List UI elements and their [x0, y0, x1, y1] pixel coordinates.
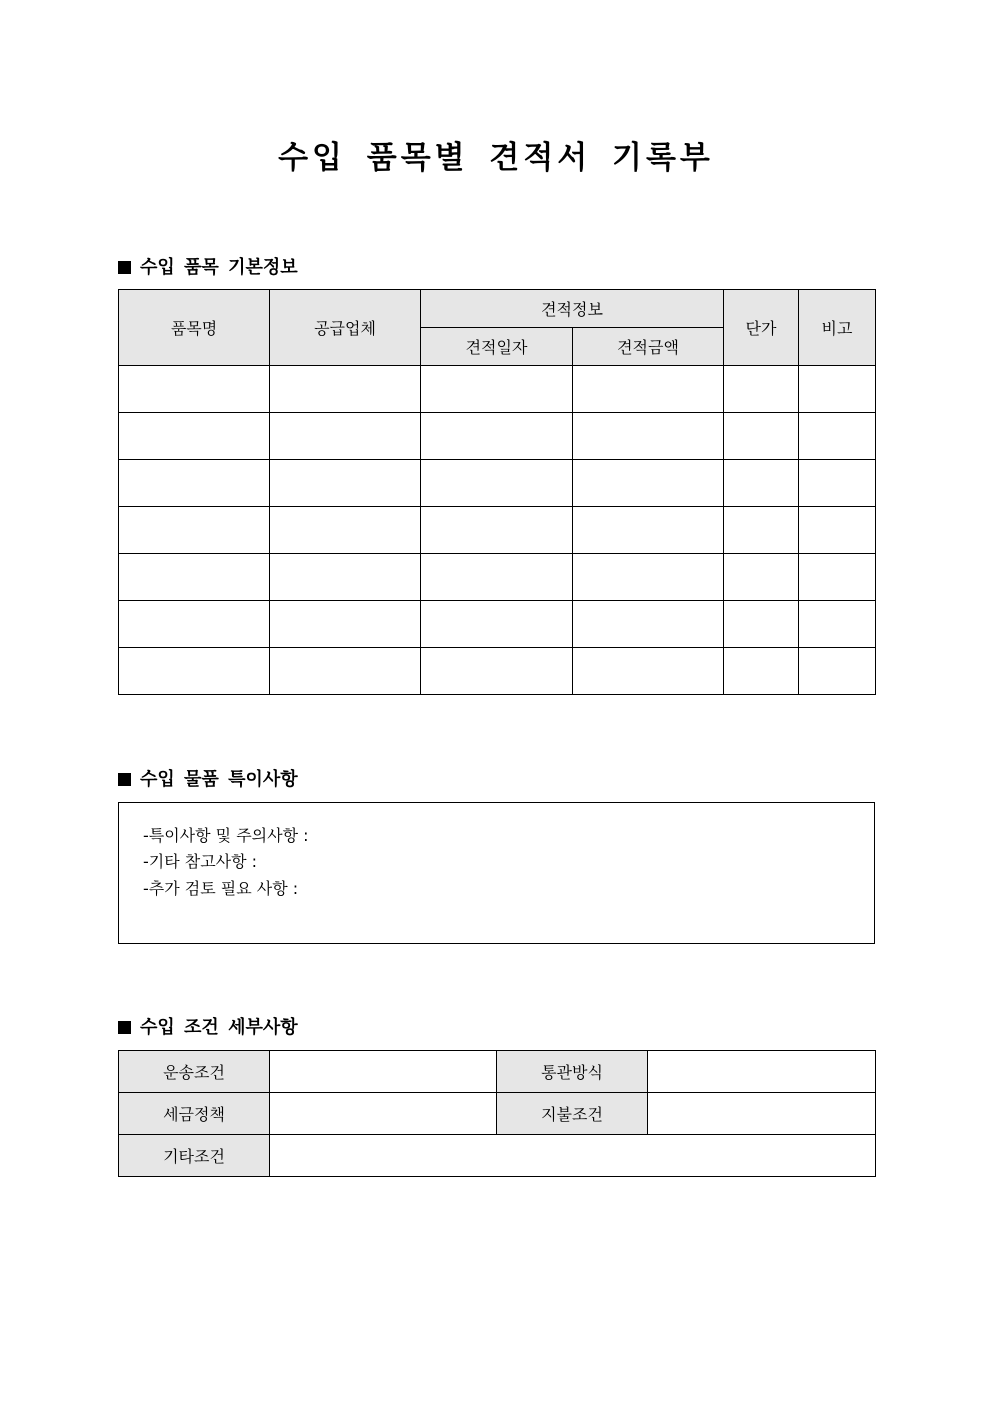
table-cell[interactable]	[799, 460, 876, 507]
table-cell[interactable]	[421, 648, 573, 695]
square-bullet-icon	[118, 261, 131, 274]
table-row	[119, 601, 876, 648]
table-cell[interactable]	[119, 507, 270, 554]
section-heading-import-conditions	[118, 1013, 298, 1039]
table-cell[interactable]	[724, 366, 799, 413]
table-row	[119, 460, 876, 507]
table-cell[interactable]	[573, 648, 724, 695]
label-customs-method: 통관방식	[497, 1051, 648, 1093]
table-cell[interactable]	[573, 460, 724, 507]
page-title: 수입 품목별 견적서 기록부	[278, 140, 714, 176]
table-cell[interactable]	[119, 648, 270, 695]
table-cell[interactable]	[421, 366, 573, 413]
label-tax-policy: 세금정책	[119, 1093, 270, 1135]
table-cell[interactable]	[799, 413, 876, 460]
table-cell[interactable]	[421, 554, 573, 601]
table-cell[interactable]	[421, 507, 573, 554]
table-cell[interactable]	[119, 554, 270, 601]
item-info-table	[118, 289, 876, 695]
tax-policy-field[interactable]	[270, 1093, 497, 1135]
shipping-terms-field[interactable]	[270, 1051, 497, 1093]
table-cell[interactable]	[270, 507, 421, 554]
table-cell[interactable]	[270, 554, 421, 601]
table-row	[119, 1051, 876, 1093]
table-cell[interactable]	[270, 648, 421, 695]
table-cell[interactable]	[799, 554, 876, 601]
table-row	[119, 1135, 876, 1177]
table-cell[interactable]	[119, 366, 270, 413]
section-heading-text: 수입 품목 기본정보	[140, 257, 298, 278]
table-cell[interactable]	[270, 460, 421, 507]
table-row	[119, 648, 876, 695]
table-cell[interactable]	[573, 507, 724, 554]
table-cell[interactable]	[573, 413, 724, 460]
square-bullet-icon	[118, 773, 131, 786]
customs-method-field[interactable]	[648, 1051, 876, 1093]
table-cell[interactable]	[119, 601, 270, 648]
table-cell[interactable]	[799, 366, 876, 413]
table-cell[interactable]	[270, 366, 421, 413]
table-row	[119, 1093, 876, 1135]
payment-terms-field[interactable]	[648, 1093, 876, 1135]
other-terms-field[interactable]	[270, 1135, 876, 1177]
header-unit-price: 단가	[724, 290, 799, 366]
section-heading-item-info	[118, 253, 298, 279]
header-quote-info: 견적정보	[421, 290, 724, 328]
header-quote-amount: 견적금액	[573, 328, 724, 366]
section-heading-special-notes	[118, 765, 298, 791]
import-conditions-table	[118, 1050, 876, 1177]
label-shipping-terms: 운송조건	[119, 1051, 270, 1093]
section-heading-text: 수입 조건 세부사항	[140, 1017, 298, 1038]
table-cell[interactable]	[573, 601, 724, 648]
table-cell[interactable]	[421, 460, 573, 507]
square-bullet-icon	[118, 1021, 131, 1034]
special-notes-box[interactable]	[118, 802, 875, 944]
header-item-name: 품목명	[119, 290, 270, 366]
table-cell[interactable]	[119, 460, 270, 507]
note-line-other-references: -기타 참고사항 :	[143, 852, 258, 871]
note-line-additional-review: -추가 검토 필요 사항 :	[143, 879, 299, 898]
table-cell[interactable]	[421, 601, 573, 648]
label-other-terms: 기타조건	[119, 1135, 270, 1177]
table-cell[interactable]	[724, 460, 799, 507]
section-heading-text: 수입 물품 특이사항	[140, 769, 298, 790]
table-cell[interactable]	[724, 554, 799, 601]
table-cell[interactable]	[724, 648, 799, 695]
table-cell[interactable]	[799, 601, 876, 648]
table-cell[interactable]	[799, 507, 876, 554]
table-cell[interactable]	[119, 413, 270, 460]
label-payment-terms: 지불조건	[497, 1093, 648, 1135]
note-line-precautions: -특이사항 및 주의사항 :	[143, 826, 309, 845]
table-cell[interactable]	[421, 413, 573, 460]
table-cell[interactable]	[270, 413, 421, 460]
table-cell[interactable]	[724, 507, 799, 554]
table-row	[119, 554, 876, 601]
header-quote-date: 견적일자	[421, 328, 573, 366]
table-row	[119, 366, 876, 413]
table-cell[interactable]	[724, 413, 799, 460]
header-supplier: 공급업체	[270, 290, 421, 366]
table-cell[interactable]	[724, 601, 799, 648]
table-cell[interactable]	[573, 554, 724, 601]
table-row	[119, 413, 876, 460]
header-remarks: 비고	[799, 290, 876, 366]
table-cell[interactable]	[573, 366, 724, 413]
table-row	[119, 507, 876, 554]
table-cell[interactable]	[799, 648, 876, 695]
table-cell[interactable]	[270, 601, 421, 648]
